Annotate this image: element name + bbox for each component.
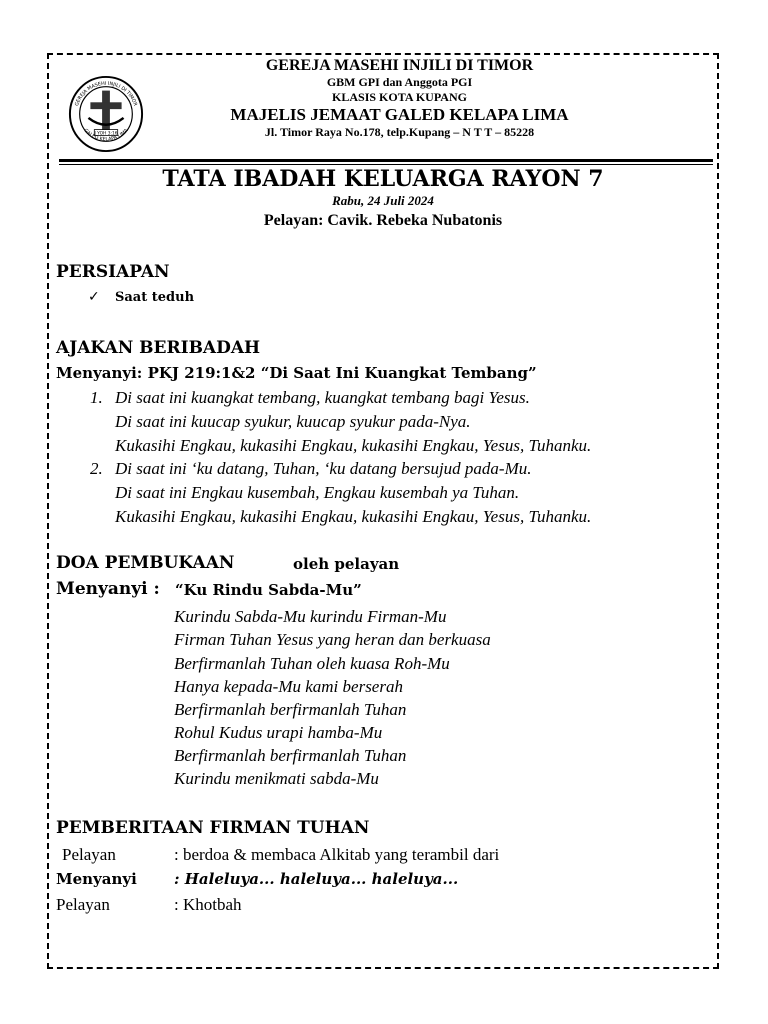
membership-line: GBM GPI dan Anggota PGI (326, 75, 473, 89)
check-icon: ✓ (88, 289, 100, 305)
doa-song-title: “Ku Rindu Sabda-Mu” (175, 581, 362, 599)
lyric-line: Kurindu Sabda-Mu kurindu Firman-Mu (174, 607, 447, 626)
verse-line: Di saat ini kuucap syukur, kuucap syukur pada-Nya. (115, 412, 471, 431)
letterhead (47, 53, 719, 229)
lyric-line: Rohul Kudus urapi hamba-Mu (174, 723, 383, 742)
klasis-line: KLASIS KOTA KUPANG (332, 90, 467, 104)
lyric-line: Hanya kepada-Mu kami berserah (174, 677, 403, 696)
majelis-line: MAJELIS JEMAAT GALED KELAPA LIMA (230, 105, 569, 124)
doa-song-label: Menyanyi : (56, 579, 160, 599)
logo-text-top: GEREJA MASEHI INJILI DI TIMOR (73, 80, 139, 107)
verse-number: 1. (90, 388, 103, 407)
lyric-line: Berfirmanlah berfirmanlah Tuhan (174, 700, 407, 719)
verse-line: Di saat ini ‘ku datang, Tuhan, ‘ku datang bersujud pada-Mu. (115, 459, 532, 478)
logo-text-bottom: GALED KELAPA LIMA (82, 127, 130, 143)
row-label: Menyanyi (56, 870, 137, 888)
church-seal-logo (67, 73, 145, 155)
firman-heading: PEMBERITAAN FIRMAN TUHAN (56, 818, 370, 838)
lyric-line: Berfirmanlah Tuhan oleh kuasa Roh-Mu (174, 654, 450, 673)
persiapan-heading: PERSIAPAN (56, 262, 170, 282)
header-rule-thin (59, 164, 713, 165)
church-name: GEREJA MASEHI INJILI DI TIMOR (265, 57, 534, 74)
doa-by: oleh pelayan (293, 555, 400, 573)
row-text: : berdoa & membaca Alkitab yang terambil dari (174, 845, 500, 864)
header-rule-thick (59, 159, 713, 162)
row-text: : Haleluya... haleluya... haleluya... (174, 870, 459, 888)
lyric-line: Kurindu menikmati sabda-Mu (174, 769, 379, 788)
persiapan-item: Saat teduh (115, 290, 195, 305)
row-text: : Khotbah (174, 895, 242, 914)
verse-line: Di saat ini Engkau kusembah, Engkau kusembah ya Tuhan. (115, 483, 520, 502)
verse-line: Di saat ini kuangkat tembang, kuangkat tembang bagi Yesus. (115, 388, 530, 407)
logo-verse: I YOH 3:16 (94, 131, 118, 137)
verse-number: 2. (90, 459, 103, 478)
address-line: Jl. Timor Raya No.178, telp.Kupang – N T T – 85228 (264, 125, 535, 139)
doa-heading: DOA PEMBUKAAN (56, 553, 235, 573)
verse-line: Kukasihi Engkau, kukasihi Engkau, kukasihi Engkau, Yesus, Tuhanku. (115, 507, 592, 526)
lyric-line: Berfirmanlah berfirmanlah Tuhan (174, 746, 407, 765)
verse-line: Kukasihi Engkau, kukasihi Engkau, kukasihi Engkau, Yesus, Tuhanku. (115, 436, 592, 455)
service-date: Rabu, 24 Juli 2024 (332, 193, 434, 208)
lyric-line: Firman Tuhan Yesus yang heran dan berkuasa (174, 630, 491, 649)
row-label: Pelayan (56, 895, 110, 914)
ajakan-song-title: Menyanyi: PKJ 219:1&2 “Di Saat Ini Kuangkat Tembang” (56, 364, 537, 382)
row-label: Pelayan (62, 845, 116, 864)
ajakan-heading: AJAKAN BERIBADAH (56, 338, 261, 358)
page-title: TATA IBADAH KELUARGA RAYON 7 (162, 166, 604, 192)
service-leader: Pelayan: Cavik. Rebeka Nubatonis (263, 212, 503, 229)
